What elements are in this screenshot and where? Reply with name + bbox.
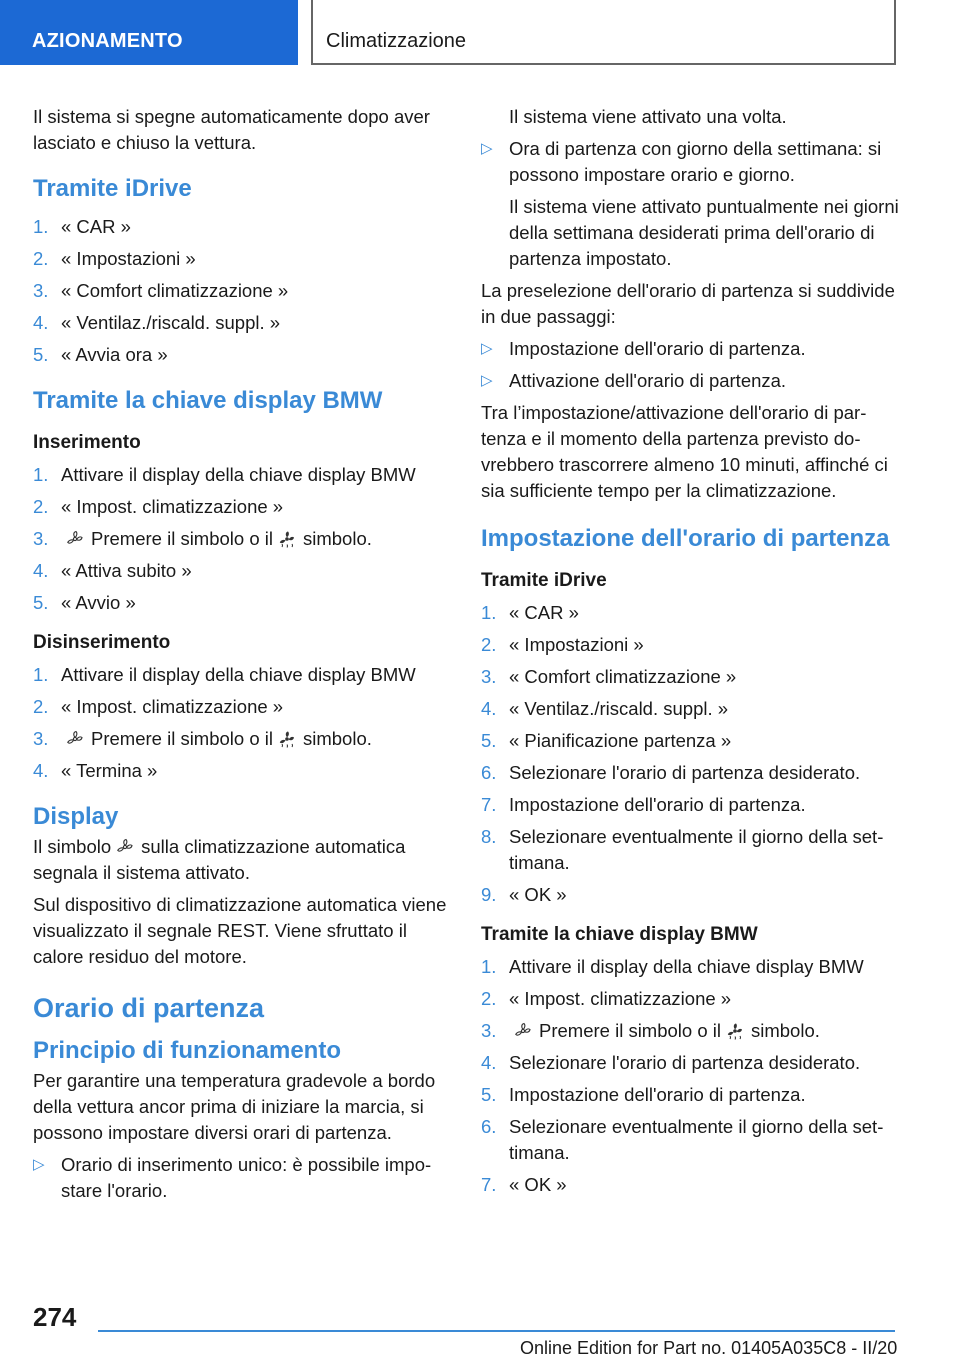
principio-paragraph: Per garantire una temperatura gradevole a bordo della vettura ancor prima di iniziare la marcia, si possono impostare diversi orari di partenza. [33, 1070, 436, 1143]
bullet-list [481, 136, 899, 188]
ventilation-fan-outline-icon [115, 838, 135, 856]
section-tab: AZIONAMENTO [0, 0, 298, 65]
key-display-heading: Tramite la chiave display BMW [33, 387, 383, 414]
inserimento-heading: Inserimento [33, 432, 141, 453]
key-departure-steps-list [481, 954, 899, 1198]
disinserimento-heading: Disinserimento [33, 632, 171, 653]
bullet-list [481, 336, 899, 394]
list-item: 4. « Attiva subito » [33, 560, 192, 581]
list-item: ▷ Impostazione dell'orario di partenza. [481, 336, 899, 362]
right-column [481, 104, 899, 1204]
footer-edition: Online Edition for Part no. 01405A035C8 - II/20 [520, 1338, 898, 1358]
list-item: 1. Attivare il display della chiave display BMW [33, 664, 416, 685]
page-header-title: Climatizzazione [311, 0, 896, 65]
inserimento-steps-list [33, 462, 451, 616]
list-item: 2. « Impost. climatizzazione » [33, 496, 284, 517]
list-item: 7. Impostazione dell'orario di partenza. [481, 794, 806, 815]
list-item: 5. Impostazione dell'orario di partenza. [481, 1084, 806, 1105]
timing-paragraph: Tra l’impostazione/attivazione dell'orario di partenza e il momento della partenza previsto dovrebbero trascorrere almeno 10 minuti, affinché ci sia sufficiente tempo per la climatizzazione. [481, 402, 888, 501]
list-item: ▷ Ora di partenza con giorno della settimana: si possono impostare orario e giorno. [481, 136, 899, 188]
triangle-bullet-icon: ▷ [481, 140, 493, 157]
list-item: 3. Premere il simbolo o il simbolo. [33, 728, 372, 749]
list-item: 4. « Ventilaz./riscald. suppl. » [481, 698, 729, 719]
bullet-continuation: Il sistema viene attivato puntualmente nei giorni della settimana desiderati prima dell'orario di partenza impostato. [509, 196, 899, 269]
triangle-bullet-icon: ▷ [481, 340, 493, 357]
list-item: 9. « OK » [481, 884, 567, 905]
list-item: 3. « Comfort climatizzazione » [33, 280, 289, 301]
ventilation-fan-heat-icon [277, 730, 297, 748]
list-item: 5. « Avvio » [33, 592, 136, 613]
principio-heading: Principio di funzionamento [33, 1037, 341, 1064]
list-item: 1. Attivare il display della chiave display BMW [33, 464, 416, 485]
list-item: 3. « Comfort climatizzazione » [481, 666, 737, 687]
orario-heading: Orario di partenza [33, 993, 265, 1023]
list-item: 8. Selezionare eventualmente il giorno della settimana. [481, 826, 884, 873]
list-item: 1. Attivare il display della chiave display BMW [481, 956, 864, 977]
list-item: 4. Selezionare l'orario di partenza desiderato. [481, 1052, 861, 1073]
list-item: 3. Premere il simbolo o il simbolo. [33, 528, 372, 549]
list-item: 4. « Ventilaz./riscald. suppl. » [33, 312, 281, 333]
list-item: 6. Selezionare l'orario di partenza desiderato. [481, 762, 861, 783]
list-item: 2. « Impost. climatizzazione » [33, 696, 284, 717]
ventilation-fan-outline-icon [513, 1022, 533, 1040]
display-paragraph: Il simbolo sulla climatizzazione automatica segnala il sistema attivato. [33, 836, 406, 883]
idrive-steps-list [33, 214, 451, 368]
bullet-list [33, 1152, 451, 1204]
list-item: 2. « Impostazioni » [481, 634, 644, 655]
bullet-continuation: Il sistema viene attivato una volta. [509, 106, 787, 127]
list-item: 2. « Impostazioni » [33, 248, 196, 269]
ventilation-fan-heat-icon [725, 1022, 745, 1040]
preselection-paragraph: La preselezione dell'orario di partenza si suddivide in due passaggi: [481, 280, 895, 327]
list-item: 1. « CAR » [33, 216, 131, 237]
ventilation-fan-outline-icon [65, 730, 85, 748]
footer-divider [98, 1330, 895, 1332]
list-item: 4. « Termina » [33, 760, 158, 781]
ventilation-fan-outline-icon [65, 530, 85, 548]
page-number: 274 [33, 1302, 77, 1332]
display-rest-paragraph: Sul dispositivo di climatizzazione automatica viene visualizzato il segnale REST. Viene sfruttato il calore residuo del motore. [33, 894, 447, 967]
list-item: 7. « OK » [481, 1174, 567, 1195]
impostazione-heading: Impostazione dell'orario di partenza [481, 525, 890, 552]
disinserimento-steps-list [33, 662, 451, 784]
list-item: 6. Selezionare eventualmente il giorno della settimana. [481, 1116, 884, 1163]
list-item: 2. « Impost. climatizzazione » [481, 988, 732, 1009]
list-item: ▷ Attivazione dell'orario di partenza. [481, 368, 899, 394]
left-column [33, 104, 451, 1210]
key-display-subheading: Tramite la chiave display BMW [481, 924, 758, 945]
ventilation-fan-heat-icon [277, 530, 297, 548]
display-heading: Display [33, 803, 119, 830]
triangle-bullet-icon: ▷ [481, 372, 493, 389]
idrive-heading: Tramite iDrive [33, 175, 192, 202]
list-item: 5. « Avvia ora » [33, 344, 168, 365]
list-item: 5. « Pianificazione partenza » [481, 730, 732, 751]
list-item: 1. « CAR » [481, 602, 579, 623]
idrive-departure-steps-list [481, 600, 899, 908]
list-item: ▷ Orario di inserimento unico: è possibile impostare l'orario. [33, 1152, 451, 1204]
intro-paragraph: Il sistema si spegne automaticamente dopo aver lasciato e chiuso la vettura. [33, 106, 430, 153]
idrive-subheading: Tramite iDrive [481, 570, 607, 591]
triangle-bullet-icon: ▷ [33, 1156, 45, 1173]
list-item: 3. Premere il simbolo o il simbolo. [481, 1020, 820, 1041]
